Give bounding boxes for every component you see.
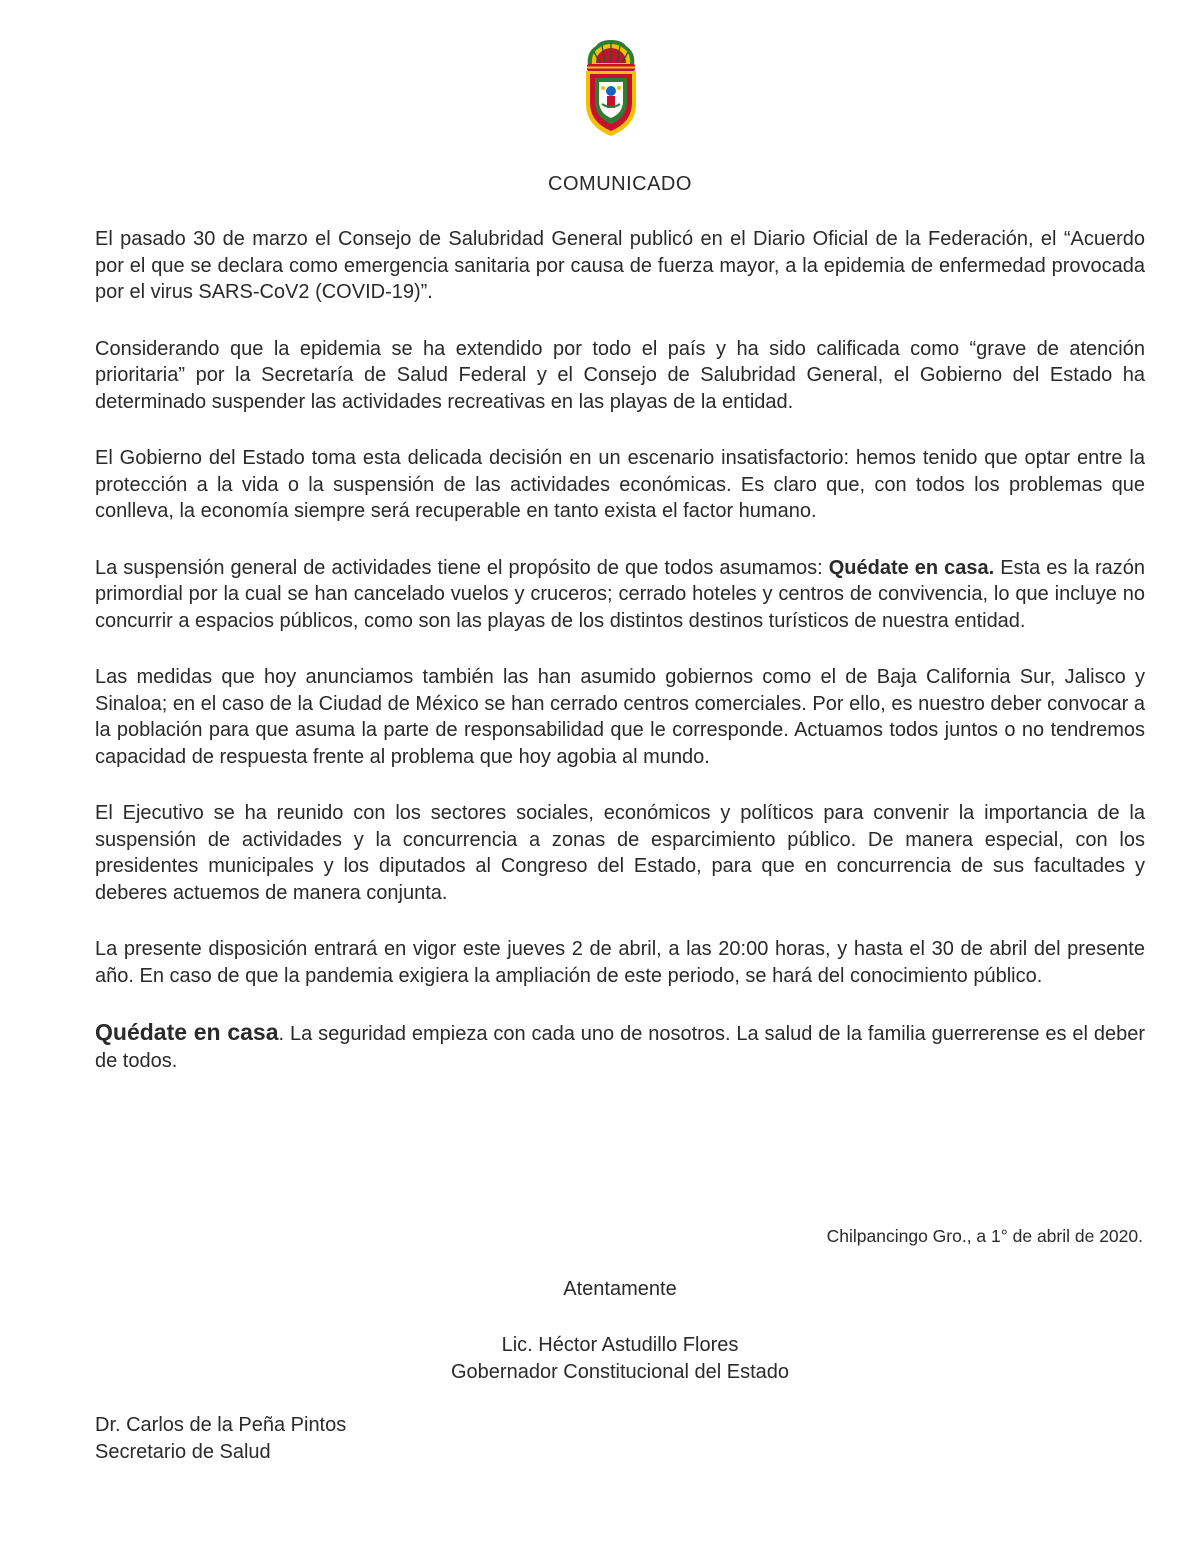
paragraph-8-text: . La seguridad empieza con cada uno de nosotros. La salud de la familia guerrerense es el deber de todos. [95, 1023, 1146, 1072]
signer-health-secretary [95, 1412, 346, 1466]
paragraph-1: El pasado 30 de marzo el Consejo de Salubridad General publicó en el Diario Oficial de la Federación, el “Acuerdo por el que se declara como emergencia sanitaria por causa de fuerza mayor, a la epidemia de enfermedad provocada por el virus SARS-CoV2 (COVID-19)”. [95, 228, 1145, 303]
state-coat-of-arms-icon [578, 38, 644, 138]
signer-governor-role: Gobernador Constitucional del Estado [451, 1361, 789, 1383]
closing-salutation: Atentamente [563, 1278, 677, 1300]
paragraph-5: Las medidas que hoy anunciamos también las han asumido gobiernos como el de Baja California Sur, Jalisco y Sinaloa; en el caso de la Ciudad de México se han cerrado centros comerciales. Por ello, es nuestro deber convocar a la población para que asuma la parte de responsabilidad que le corresponde. Actuamos todos juntos o no tendremos capacidad de respuesta frente al problema que hoy agobia al mundo. [95, 666, 1145, 768]
paragraph-2: Considerando que la epidemia se ha extendido por todo el país y ha sido calificada como “grave de atención prioritaria” por la Secretaría de Salud Federal y el Consejo de Salubridad General, el Gobierno del Estado ha determinado suspender las actividades recreativas en las playas de la entidad. [95, 337, 1145, 413]
place-and-date: Chilpancingo Gro., a 1° de abril de 2020. [826, 1226, 1143, 1246]
signer-health-secretary-role: Secretario de Salud [95, 1441, 271, 1463]
document-title: COMUNICADO [548, 173, 692, 195]
signer-governor-name: Lic. Héctor Astudillo Flores [501, 1334, 739, 1356]
paragraph-4-text-end: Esta es la razón primordial por la cual se han cancelado vuelos y cruceros; cerrado hoteles y centros de convivencia, lo que incluye no concurrir a espacios públicos, como son las playas de los distintos destinos turísticos de nuestra entidad. [95, 556, 1145, 632]
paragraph-4 [95, 555, 1145, 635]
document-body [95, 226, 1145, 1104]
closing-slogan: Quédate en casa [95, 1019, 279, 1045]
paragraph-7: La presente disposición entrará en vigor este jueves 2 de abril, a las 20:00 horas, y hasta el 30 de abril del presente año. En caso de que la pandemia exigiera la ampliación de este periodo, se hará del conocimiento público. [95, 938, 1145, 987]
paragraph-3: El Gobierno del Estado toma esta delicada decisión en un escenario insatisfactorio: hemos tenido que optar entre la protección a la vida o la suspensión de las actividades económicas. Es claro que, con todos los problemas que conlleva, la economía siempre será recuperable en tanto exista el factor humano. [95, 447, 1145, 522]
signer-governor [0, 1332, 1200, 1386]
paragraph-4-bold-slogan: Quédate en casa. [828, 556, 995, 579]
paragraph-4-text-start: La suspensión general de actividades tiene el propósito de que todos asumamos: [95, 556, 829, 579]
paragraph-8 [95, 1019, 1145, 1074]
paragraph-6: El Ejecutivo se ha reunido con los sectores sociales, económicos y políticos para convenir la importancia de la suspensión de actividades y la concurrencia a zonas de esparcimiento público. De manera especial, con los presidentes municipales y los diputados al Congreso del Estado, para que en concurrencia de sus facultades y deberes actuemos de manera conjunta. [95, 802, 1145, 904]
signer-health-secretary-name: Dr. Carlos de la Peña Pintos [95, 1414, 347, 1436]
